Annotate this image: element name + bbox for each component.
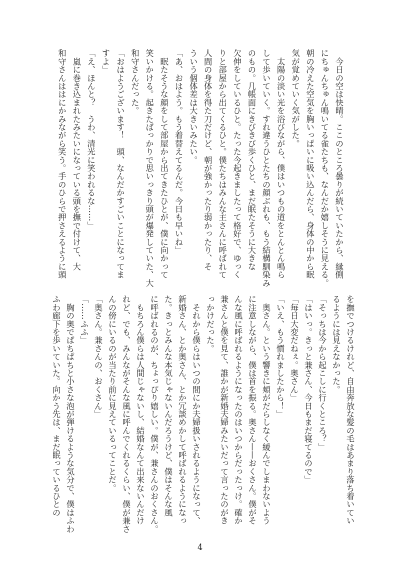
text-line: 「おはようございます！ 頭、なんだかすごいことになってま bbox=[116, 49, 127, 279]
text-line: にちゅんちゅん鳴いてる雀たちも、なんだか嬉しそうに見える。 bbox=[320, 49, 331, 287]
text-line: それから僕らはいつの間にか夫婦扱いされるようになって、 bbox=[192, 295, 202, 525]
text-line: 「あ、おはよう。もう着替えてるんだ。今日も早いね」 bbox=[174, 49, 185, 254]
text-line: すよ」 bbox=[101, 49, 112, 74]
text-line: 新婚さん、とか奥さん、とか冗談めかして呼ばれるようになっ bbox=[178, 295, 188, 525]
text-line: ふわ廊下を歩いていた。向かう先は、まだ眠っているひとの bbox=[52, 295, 62, 517]
lower-tier-text bbox=[50, 295, 358, 535]
page-number: 4 bbox=[197, 543, 203, 552]
text-line: に呼ばれるのが、ちょっぴり嬉しい。僕が、兼さんのおくさん。 bbox=[150, 295, 160, 533]
text-line: るようには見えなかった。 bbox=[332, 295, 342, 394]
text-line: 「そっちは今から起こしに行くところ？」 bbox=[318, 295, 328, 451]
text-line: んの傍にいるのが当たり前に見えているってことだ。 bbox=[108, 295, 118, 492]
text-line: ういう個体差は大きいみたい。 bbox=[189, 49, 200, 164]
text-line: 今日の空は快晴。ここのところ曇りが続いていたから、縁側 bbox=[335, 49, 345, 279]
text-line: 人間の身体を得た刀だけど、朝が強かったり弱かったり、そ bbox=[203, 49, 214, 271]
text-line: 兼さんと僕を見て、誰かが新婚夫婦みたいだって言ったのがき bbox=[220, 295, 230, 525]
text-line: して歩いていく。すれ違うひとたちの顔ぶれも、もう結構馴染み bbox=[262, 49, 273, 287]
text-line: 気が覚めていく気がした。 bbox=[291, 49, 302, 148]
text-line: 「奥さん。兼さんの、おくさん」 bbox=[94, 295, 104, 418]
text-line: れど、でも、みんながそんな風に呼んでくれるくらい、僕が兼さ bbox=[122, 295, 132, 533]
text-line: 太陽の淡い光を浴びながら、僕はいつもの道をとんとん鳴ら bbox=[276, 49, 287, 279]
text-line: に注意しながら、僕は首を振る。奥さん——おくさん。僕がそ bbox=[248, 295, 258, 525]
text-line: 「え、ほんと？ うわ、清光に笑われるな……」 bbox=[86, 49, 97, 230]
text-line: 「いえ、もう慣れましたから！」 bbox=[276, 295, 286, 418]
text-line: 朝の冷えた空気を胸いっぱいに吸い込んだら、身体の中から眠 bbox=[305, 49, 316, 279]
text-line: 欠伸をしているひと。たった今起きましたって格好で、ゆっく bbox=[232, 49, 243, 279]
text-line: りと部屋から出てくるひと。僕たちはみんな主さんに呼ばれて bbox=[218, 49, 229, 279]
text-line: んな風に呼ばれるようになったのはいつからだったっけ。確か bbox=[234, 295, 244, 525]
text-line: っかけだった。 bbox=[206, 295, 216, 353]
text-line: 笑いかける。起きたばっかりで思いっきり頭が爆発していた、大 bbox=[145, 49, 156, 287]
text-line: もちろん僕らは人間じゃないし、結婚なんて出来ないんだけ bbox=[136, 295, 146, 525]
text-line: 嵐に巻き込まれたみたいになっている頭を撫で付けて、大 bbox=[72, 49, 83, 271]
text-line: 胸の奥でぱちぱちと小さな泡が弾けるような気分で、僕はふわ bbox=[66, 295, 76, 533]
upper-tier-text bbox=[55, 49, 347, 289]
text-line: のもの。几帳面にきびきび歩くひと、まだ眠たそうに大きな bbox=[247, 49, 258, 271]
text-line: 「はいっ。きっと兼さん、今日もまだ寝てるので」 bbox=[304, 295, 314, 484]
text-line: 「……ふふ」 bbox=[80, 295, 90, 345]
text-line: 和守さんははにかみながら笑う。手のひらで押さえるように頭 bbox=[57, 49, 68, 279]
text-line: 眠たそうな顔をして部屋から出てきたひとが、僕に向かって bbox=[159, 49, 170, 279]
text-line: 奥さん。という響きに頬がだらしなく緩んでしまわないよう bbox=[262, 295, 272, 525]
text-line: 和守さんだった。 bbox=[130, 49, 141, 115]
text-line: を撫でつけるけれど、自由奔放な髪の毛はあまり落ち着いてい bbox=[346, 295, 356, 525]
text-line: 「毎日大変だねぇ。奥さん」 bbox=[290, 295, 300, 402]
text-line: た。きっとみんな本気じゃないんだろうけど、僕はそんな風 bbox=[164, 295, 174, 517]
